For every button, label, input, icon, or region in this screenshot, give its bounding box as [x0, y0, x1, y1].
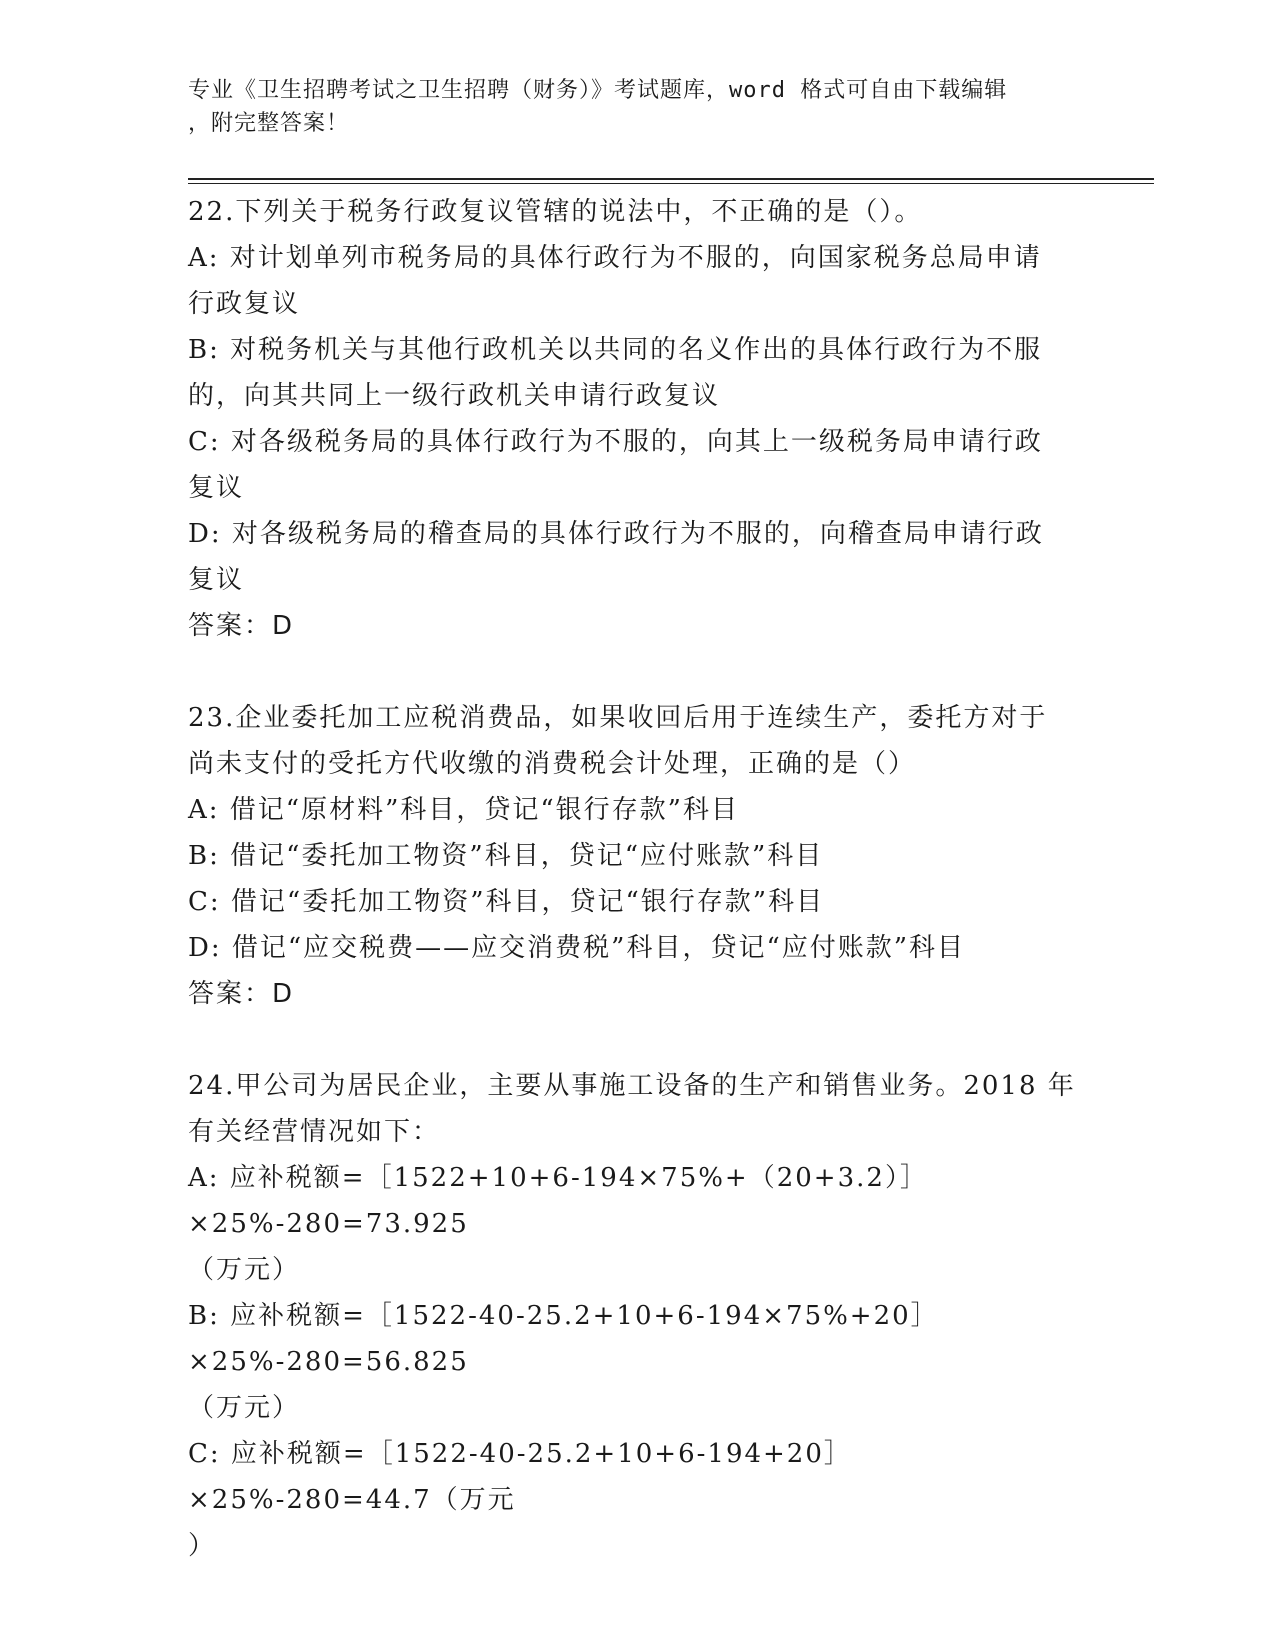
question-list	[188, 189, 1078, 1569]
question-stem: 24.甲公司为居民企业，主要从事施工设备的生产和销售业务。2018 年	[188, 1071, 1076, 1101]
option-b: B: 对税务机关与其他行政机关以共同的名义作出的具体行政行为不服	[188, 335, 1043, 365]
question-stem: 23.企业委托加工应税消费品，如果收回后用于连续生产，委托方对于	[188, 703, 1048, 733]
option-d: D: 对各级税务局的稽查局的具体行政行为不服的，向稽查局申请行政	[188, 519, 1044, 549]
answer-label: 答案：D	[188, 979, 295, 1009]
header-divider-thick	[188, 178, 1154, 180]
option-a-cont: （万元）	[188, 1255, 301, 1285]
option-a: A: 借记“原材料”科目，贷记“银行存款”科目	[188, 795, 739, 825]
question-22	[188, 189, 1078, 649]
question-spacer	[188, 649, 1078, 695]
option-c-cont: ）	[188, 1531, 217, 1561]
question-23	[188, 695, 1078, 1017]
option-d-cont: 复议	[188, 565, 245, 595]
option-c-cont: 复议	[188, 473, 245, 503]
option-d: D: 借记“应交税费——应交消费税”科目，贷记“应付账款”科目	[188, 933, 966, 963]
option-a-cont: 行政复议	[188, 289, 301, 319]
option-c: C: 借记“委托加工物资”科目，贷记“银行存款”科目	[188, 887, 825, 917]
header-divider-thin	[188, 183, 1154, 184]
question-spacer	[188, 1017, 1078, 1063]
option-b: B: 应补税额=［1522-40-25.2+10+6-194×75%+20］×25%-280=56.825	[188, 1301, 939, 1377]
document-header	[188, 74, 1088, 140]
header-line-1: 专业《卫生招聘考试之卫生招聘（财务）》考试题库，word 格式可自由下载编辑	[188, 78, 1008, 103]
question-stem: 22.下列关于税务行政复议管辖的说法中，不正确的是（）。	[188, 197, 923, 227]
question-stem-cont: 有关经营情况如下：	[188, 1117, 441, 1147]
option-c: C: 对各级税务局的具体行政行为不服的，向其上一级税务局申请行政	[188, 427, 1043, 457]
option-b-cont: （万元）	[188, 1393, 301, 1423]
answer-label: 答案：D	[188, 611, 295, 641]
option-a: A: 对计划单列市税务局的具体行政行为不服的，向国家税务总局申请	[188, 243, 1042, 273]
question-stem-cont: 尚未支付的受托方代收缴的消费税会计处理，正确的是（）	[188, 749, 917, 779]
option-c: C: 应补税额=［1522-40-25.2+10+6-194+20］×25%-280=44.7（万元	[188, 1439, 852, 1515]
question-24	[188, 1063, 1078, 1569]
header-line-2: ，附完整答案！	[188, 111, 350, 136]
option-a: A: 应补税额=［1522+10+6-194×75%+（20+3.2）］×25%-280=73.925	[188, 1163, 928, 1239]
option-b-cont: 的，向其共同上一级行政机关申请行政复议	[188, 381, 721, 411]
option-b: B: 借记“委托加工物资”科目，贷记“应付账款”科目	[188, 841, 824, 871]
